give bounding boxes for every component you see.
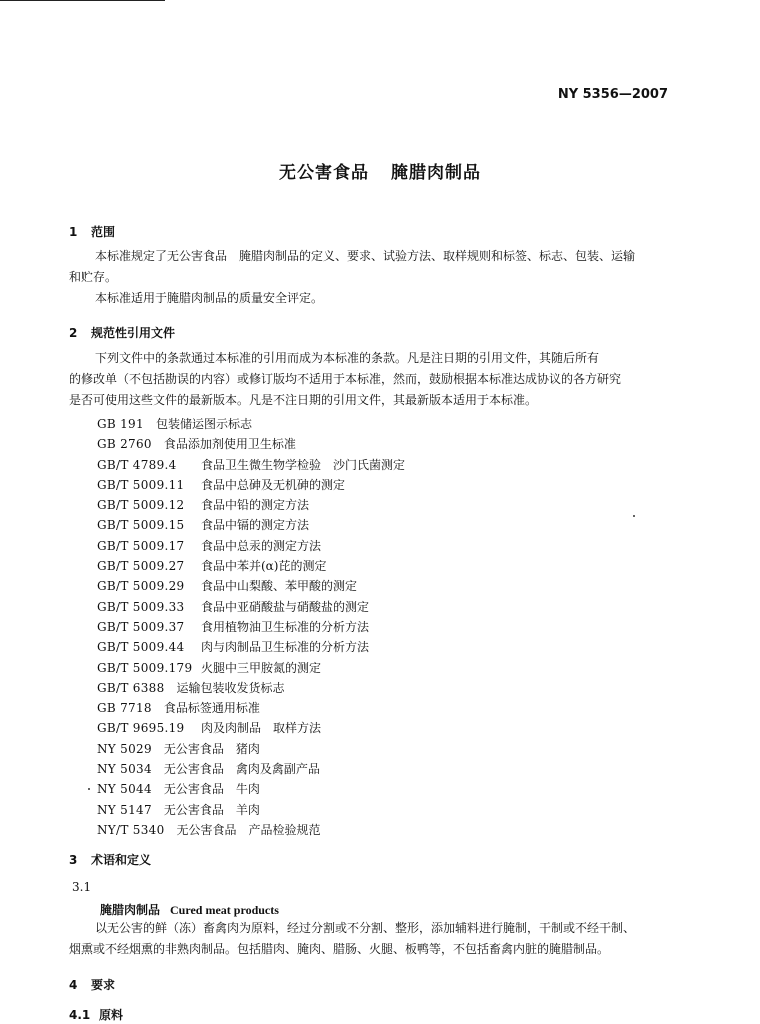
reference-code: GB/T 4789.4 xyxy=(97,457,177,472)
section-2-heading xyxy=(69,324,175,341)
reference-title: 食用植物油卫生标准的分析方法 xyxy=(201,619,370,634)
reference-title: 运输包装收发货标志 xyxy=(176,680,285,695)
reference-title: 食品中山梨酸、苯甲酸的测定 xyxy=(201,579,358,594)
reference-title: 无公害食品 产品检验规范 xyxy=(176,822,321,837)
reference-title: 无公害食品 牛肉 xyxy=(163,782,260,797)
reference-item xyxy=(97,739,405,759)
reference-item xyxy=(97,637,405,657)
reference-item xyxy=(97,597,405,617)
document-title xyxy=(0,158,760,183)
reference-title: 无公害食品 猪肉 xyxy=(163,741,260,756)
reference-list xyxy=(97,414,405,840)
reference-code: NY 5147 xyxy=(97,802,152,817)
reference-code: NY 5034 xyxy=(97,762,152,777)
section-title: 术语和定义 xyxy=(91,853,152,867)
reference-code: GB 2760 xyxy=(97,437,152,452)
reference-title: 食品添加剂使用卫生标准 xyxy=(163,437,296,452)
reference-item xyxy=(97,759,405,779)
reference-code: NY 5044 xyxy=(97,782,152,797)
subsection-4-1-heading xyxy=(69,1006,123,1023)
section-number: 3 xyxy=(69,853,78,867)
reference-item xyxy=(97,455,405,475)
section-4-heading xyxy=(69,976,115,993)
term-number: 3.1 xyxy=(72,880,92,894)
reference-item xyxy=(97,678,405,698)
reference-item xyxy=(97,515,405,535)
section-1-heading xyxy=(69,223,115,240)
intro-line-2: 的修改单（不包括勘误的内容）或修订版均不适用于本标准，然而，鼓励根据本标准达成协议的各方研究 xyxy=(69,372,622,386)
section-number: 4 xyxy=(69,978,78,992)
section-1-scope xyxy=(69,246,679,309)
intro-line-3: 是否可使用这些文件的最新版本。凡是不注日期的引用文件，其最新版本适用于本标准。 xyxy=(69,393,538,407)
section-number: 2 xyxy=(69,326,78,340)
reference-item xyxy=(97,556,405,576)
reference-title: 肉与肉制品卫生标准的分析方法 xyxy=(201,640,370,655)
intro-line-1: 下列文件中的条款通过本标准的引用而成为本标准的条款。凡是注日期的引用文件，其随后所有 xyxy=(95,351,600,365)
reference-code: GB/T 5009.33 xyxy=(97,599,185,614)
reference-item xyxy=(97,820,405,840)
reference-item xyxy=(97,800,405,820)
reference-title: 食品中亚硝酸盐与硝酸盐的测定 xyxy=(201,599,370,614)
reference-code: GB/T 5009.179 xyxy=(97,660,193,675)
reference-title: 食品中镉的测定方法 xyxy=(201,518,310,533)
section-title: 要求 xyxy=(91,978,116,992)
reference-code: GB/T 5009.17 xyxy=(97,538,185,553)
section-title: 规范性引用文件 xyxy=(91,326,176,340)
term-english: Cured meat products xyxy=(170,903,279,917)
term-heading xyxy=(100,901,279,918)
definition-line-2: 烟熏或不经烟熏的非熟肉制品。包括腊肉、腌肉、腊肠、火腿、板鸭等，不包括畜禽内脏的腌腊制品。 xyxy=(69,942,610,956)
term-chinese: 腌腊肉制品 xyxy=(100,903,161,917)
reference-title: 食品中总砷及无机砷的测定 xyxy=(201,477,346,492)
subsection-number: 4.1 xyxy=(69,1008,91,1022)
reference-code: GB/T 5009.12 xyxy=(97,498,185,513)
reference-item xyxy=(97,434,405,454)
reference-item xyxy=(97,617,405,637)
reference-title: 火腿中三甲胺氮的测定 xyxy=(201,660,322,675)
reference-title: 食品中苯并(α)芘的测定 xyxy=(201,559,327,574)
scan-speck xyxy=(633,515,635,517)
section-title: 范围 xyxy=(91,225,116,239)
reference-item xyxy=(97,536,405,556)
reference-code: GB/T 5009.44 xyxy=(97,640,185,655)
reference-title: 食品卫生微生物学检验 沙门氏菌测定 xyxy=(201,457,406,472)
reference-item xyxy=(97,779,405,799)
reference-title: 食品中铅的测定方法 xyxy=(201,498,310,513)
reference-title: 无公害食品 羊肉 xyxy=(163,802,260,817)
reference-code: GB/T 5009.11 xyxy=(97,477,185,492)
reference-code: GB/T 5009.15 xyxy=(97,518,185,533)
reference-code: GB/T 5009.27 xyxy=(97,559,185,574)
reference-title: 肉及肉制品 取样方法 xyxy=(201,721,322,736)
scope-line-3: 本标准适用于腌腊肉制品的质量安全评定。 xyxy=(95,291,324,305)
reference-item xyxy=(97,495,405,515)
reference-item xyxy=(97,658,405,678)
reference-item xyxy=(97,718,405,738)
reference-title: 食品标签通用标准 xyxy=(163,701,260,716)
standard-number: NY 5356—2007 xyxy=(557,87,668,102)
title-part-1: 无公害食品 xyxy=(279,163,369,183)
reference-code: GB/T 6388 xyxy=(97,680,165,695)
title-part-2: 腌腊肉制品 xyxy=(391,163,481,183)
reference-code: NY/T 5340 xyxy=(97,822,165,837)
reference-title: 食品中总汞的测定方法 xyxy=(201,538,322,553)
reference-item xyxy=(97,414,405,434)
reference-title: 包装储运图示标志 xyxy=(155,417,252,431)
scan-speck xyxy=(88,788,90,790)
reference-code: GB 191 xyxy=(97,417,144,431)
reference-item xyxy=(97,698,405,718)
reference-code: GB/T 5009.37 xyxy=(97,619,185,634)
scope-line-1: 本标准规定了无公害食品 腌腊肉制品的定义、要求、试验方法、取样规则和标签、标志、包装、运输 xyxy=(95,249,636,263)
reference-item xyxy=(97,576,405,596)
scope-line-2: 和贮存。 xyxy=(69,270,118,284)
reference-code: GB 7718 xyxy=(97,701,152,716)
definition-line-1: 以无公害的鲜（冻）畜禽肉为原料，经过分割或不分割、整形，添加辅料进行腌制，干制或不经干制、 xyxy=(95,921,636,935)
section-2-intro xyxy=(69,348,679,411)
subsection-title: 原料 xyxy=(99,1008,124,1022)
scan-edge-line xyxy=(0,0,165,1)
reference-title: 无公害食品 禽肉及禽副产品 xyxy=(163,762,320,777)
reference-item xyxy=(97,475,405,495)
section-number: 1 xyxy=(69,225,78,239)
term-definition xyxy=(69,918,689,960)
reference-code: NY 5029 xyxy=(97,741,152,756)
reference-code: GB/T 5009.29 xyxy=(97,579,185,594)
section-3-heading xyxy=(69,851,151,868)
reference-code: GB/T 9695.19 xyxy=(97,721,185,736)
